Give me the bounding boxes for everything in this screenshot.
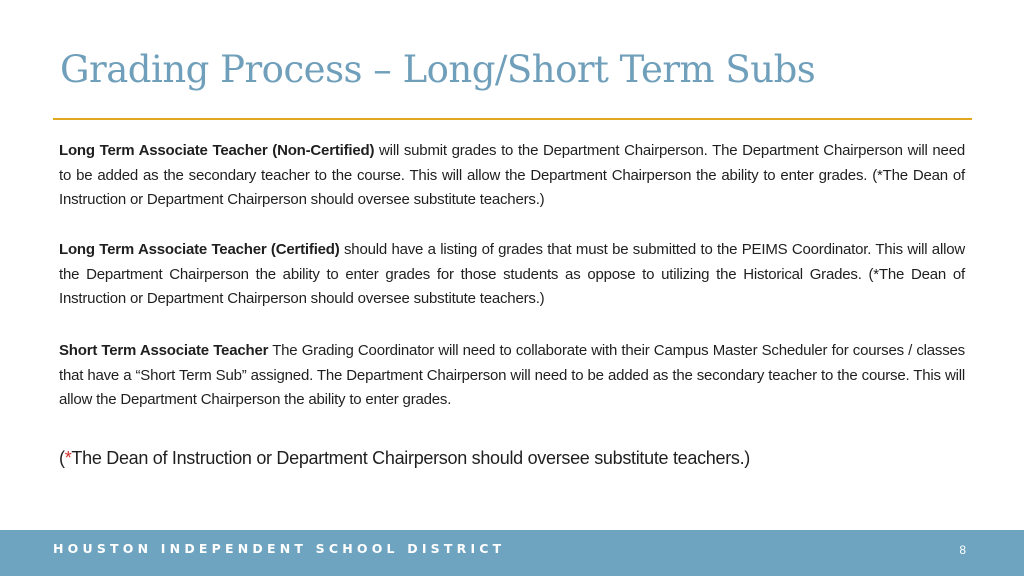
slide-title: Grading Process – Long/Short Term Subs xyxy=(60,48,816,91)
paragraph-lead: Short Term Associate Teacher xyxy=(59,342,269,359)
paragraph-lead: Long Term Associate Teacher (Non-Certified) xyxy=(59,142,375,159)
paragraph-long-term-non-certified xyxy=(59,139,965,213)
footer-bar xyxy=(0,530,1024,576)
paragraph-body: The Grading Coordinator will need to collaborate with their Campus Master Scheduler for courses / classes that have a “Short Term Sub” assigned. The Department Chairperson will need to be added as the secondary teacher to the course. This will allow the Department Chairperson the ability to enter grades. xyxy=(59,342,965,408)
title-divider xyxy=(53,118,972,120)
note-asterisk: * xyxy=(64,448,72,468)
district-name: HOUSTON INDEPENDENT SCHOOL DISTRICT xyxy=(53,541,506,556)
paragraph-short-term xyxy=(59,339,965,413)
paragraph-long-term-certified xyxy=(59,238,965,312)
oversight-note xyxy=(59,448,965,469)
paragraph-lead: Long Term Associate Teacher (Certified) xyxy=(59,241,340,258)
page-number: 8 xyxy=(959,543,966,557)
note-text: The Dean of Instruction or Department Chairperson should oversee substitute teachers.) xyxy=(71,448,750,468)
note-open-paren: ( xyxy=(59,448,65,468)
paragraph-body: will submit grades to the Department Chairperson. The Department Chairperson will need to be added as the secondary teacher to the course. This will allow the Department Chairperson the ability to enter grades. (*The Dean of Instruction or Department Chairperson should oversee substitute teachers.) xyxy=(59,142,965,208)
paragraph-body: should have a listing of grades that must be submitted to the PEIMS Coordinator. This will allow the Department Chairperson the ability to enter grades for those students as oppose to utilizing the Historical Grades. (*The Dean of Instruction or Department Chairperson should oversee substitute teachers.) xyxy=(59,241,965,307)
